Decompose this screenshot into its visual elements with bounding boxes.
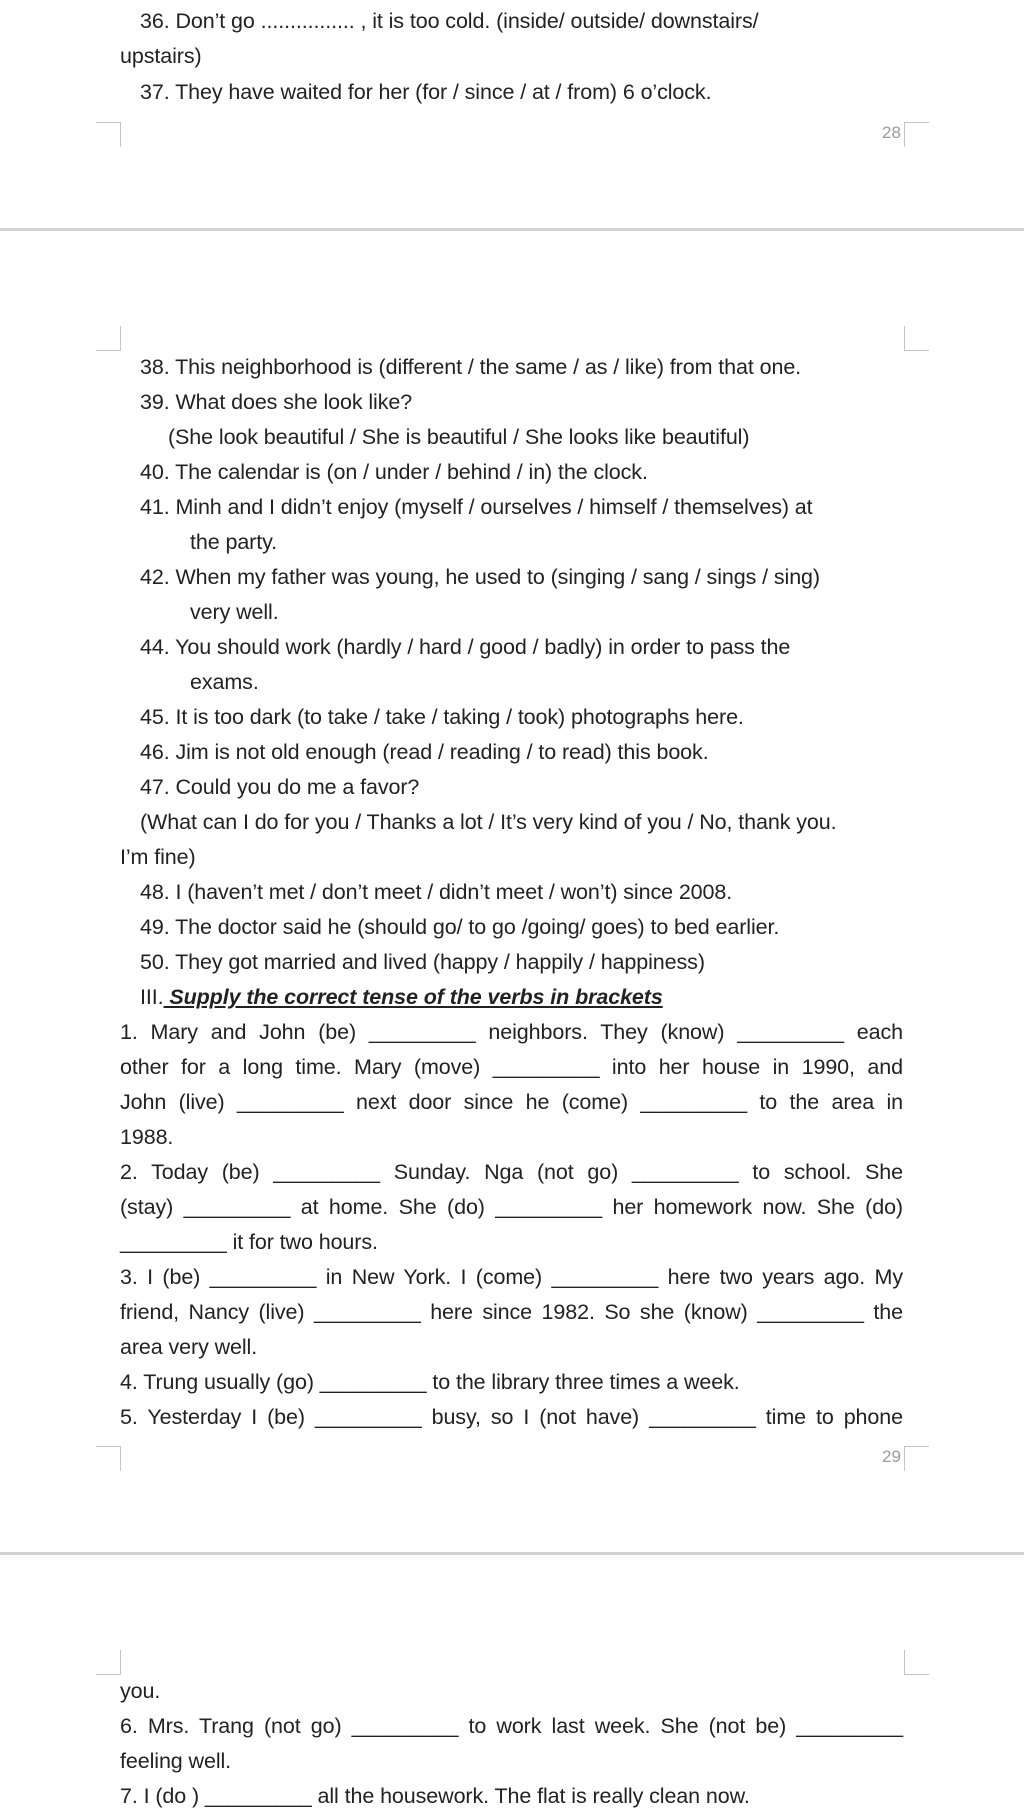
question-36-line-2: upstairs) [120, 44, 202, 68]
question-47-options-line-1: (What can I do for you / Thanks a lot / It’s very kind of you / No, thank you. [140, 810, 837, 834]
section-number: III. [140, 985, 164, 1009]
question-44-line-2: exams. [190, 670, 259, 694]
exercise-3-line-1: 3. I (be) _________ in New York. I (come) _________ here two years ago. My [120, 1265, 903, 1289]
exercise-4: 4. Trung usually (go) _________ to the library three times a week. [120, 1370, 740, 1394]
page-separator [0, 1552, 1024, 1555]
page-corner-mark [904, 122, 929, 147]
question-37: 37. They have waited for her (for / since / at / from) 6 o’clock. [140, 80, 712, 104]
page-corner-mark [904, 326, 929, 351]
section-heading [140, 984, 663, 1010]
question-41-line-2: the party. [190, 530, 278, 554]
question-38: 38. This neighborhood is (different / the same / as / like) from that one. [140, 355, 802, 379]
page-number: 29 [882, 1447, 901, 1466]
question-39-options: (She look beautiful / She is beautiful / She looks like beautiful) [168, 425, 750, 449]
exercise-3-line-2: friend, Nancy (live) _________ here since 1982. So she (know) _________ the [120, 1300, 903, 1324]
question-46: 46. Jim is not old enough (read / reading / to read) this book. [140, 740, 709, 764]
question-45: 45. It is too dark (to take / take / taking / took) photographs here. [140, 705, 744, 729]
page-corner-mark [96, 1650, 121, 1675]
question-40: 40. The calendar is (on / under / behind / in) the clock. [140, 460, 648, 484]
exercise-1-line-2: other for a long time. Mary (move) _________ into her house in 1990, and [120, 1055, 903, 1079]
question-47-options-line-2: I’m fine) [120, 845, 196, 869]
page-corner-mark [904, 1650, 929, 1675]
exercise-5-line-2: you. [120, 1679, 161, 1703]
exercise-2-line-1: 2. Today (be) _________ Sunday. Nga (not go) _________ to school. She [120, 1160, 903, 1184]
question-48: 48. I (haven’t met / don’t meet / didn’t meet / won’t) since 2008. [140, 880, 733, 904]
exercise-1-line-4: 1988. [120, 1125, 174, 1149]
question-49: 49. The doctor said he (should go/ to go /going/ goes) to bed earlier. [140, 915, 780, 939]
page-corner-mark [904, 1446, 929, 1471]
page-corner-mark [96, 326, 121, 351]
question-36-line-1: 36. Don’t go ................ , it is too cold. (inside/ outside/ downstairs/ [140, 9, 759, 33]
exercise-1-line-3: John (live) _________ next door since he (come) _________ to the area in [120, 1090, 903, 1114]
question-47: 47. Could you do me a favor? [140, 775, 420, 799]
exercise-7: 7. I (do ) _________ all the housework. The flat is really clean now. [120, 1784, 750, 1808]
exercise-2-line-2: (stay) _________ at home. She (do) _________ her homework now. She (do) [120, 1195, 903, 1219]
question-41-line-1: 41. Minh and I didn’t enjoy (myself / ourselves / himself / themselves) at [140, 495, 813, 519]
exercise-2-line-3: _________ it for two hours. [120, 1230, 378, 1254]
question-42-line-2: very well. [190, 600, 279, 624]
section-title: Supply the correct tense of the verbs in brackets [163, 985, 663, 1009]
exercise-3-line-3: area very well. [120, 1335, 258, 1359]
page-corner-mark [96, 122, 121, 147]
exercise-6-line-1: 6. Mrs. Trang (not go) _________ to work last week. She (not be) _________ [120, 1714, 903, 1738]
exercise-6-line-2: feeling well. [120, 1749, 232, 1773]
page-number: 28 [882, 123, 901, 142]
exercise-1-line-1: 1. Mary and John (be) _________ neighbors. They (know) _________ each [120, 1020, 903, 1044]
question-39: 39. What does she look like? [140, 390, 413, 414]
question-42-line-1: 42. When my father was young, he used to (singing / sang / sings / sing) [140, 565, 820, 589]
exercise-5-line-1: 5. Yesterday I (be) _________ busy, so I (not have) _________ time to phone [120, 1405, 903, 1429]
question-50: 50. They got married and lived (happy / happily / happiness) [140, 950, 705, 974]
page-corner-mark [96, 1446, 121, 1471]
question-44-line-1: 44. You should work (hardly / hard / good / badly) in order to pass the [140, 635, 791, 659]
page-separator [0, 228, 1024, 231]
